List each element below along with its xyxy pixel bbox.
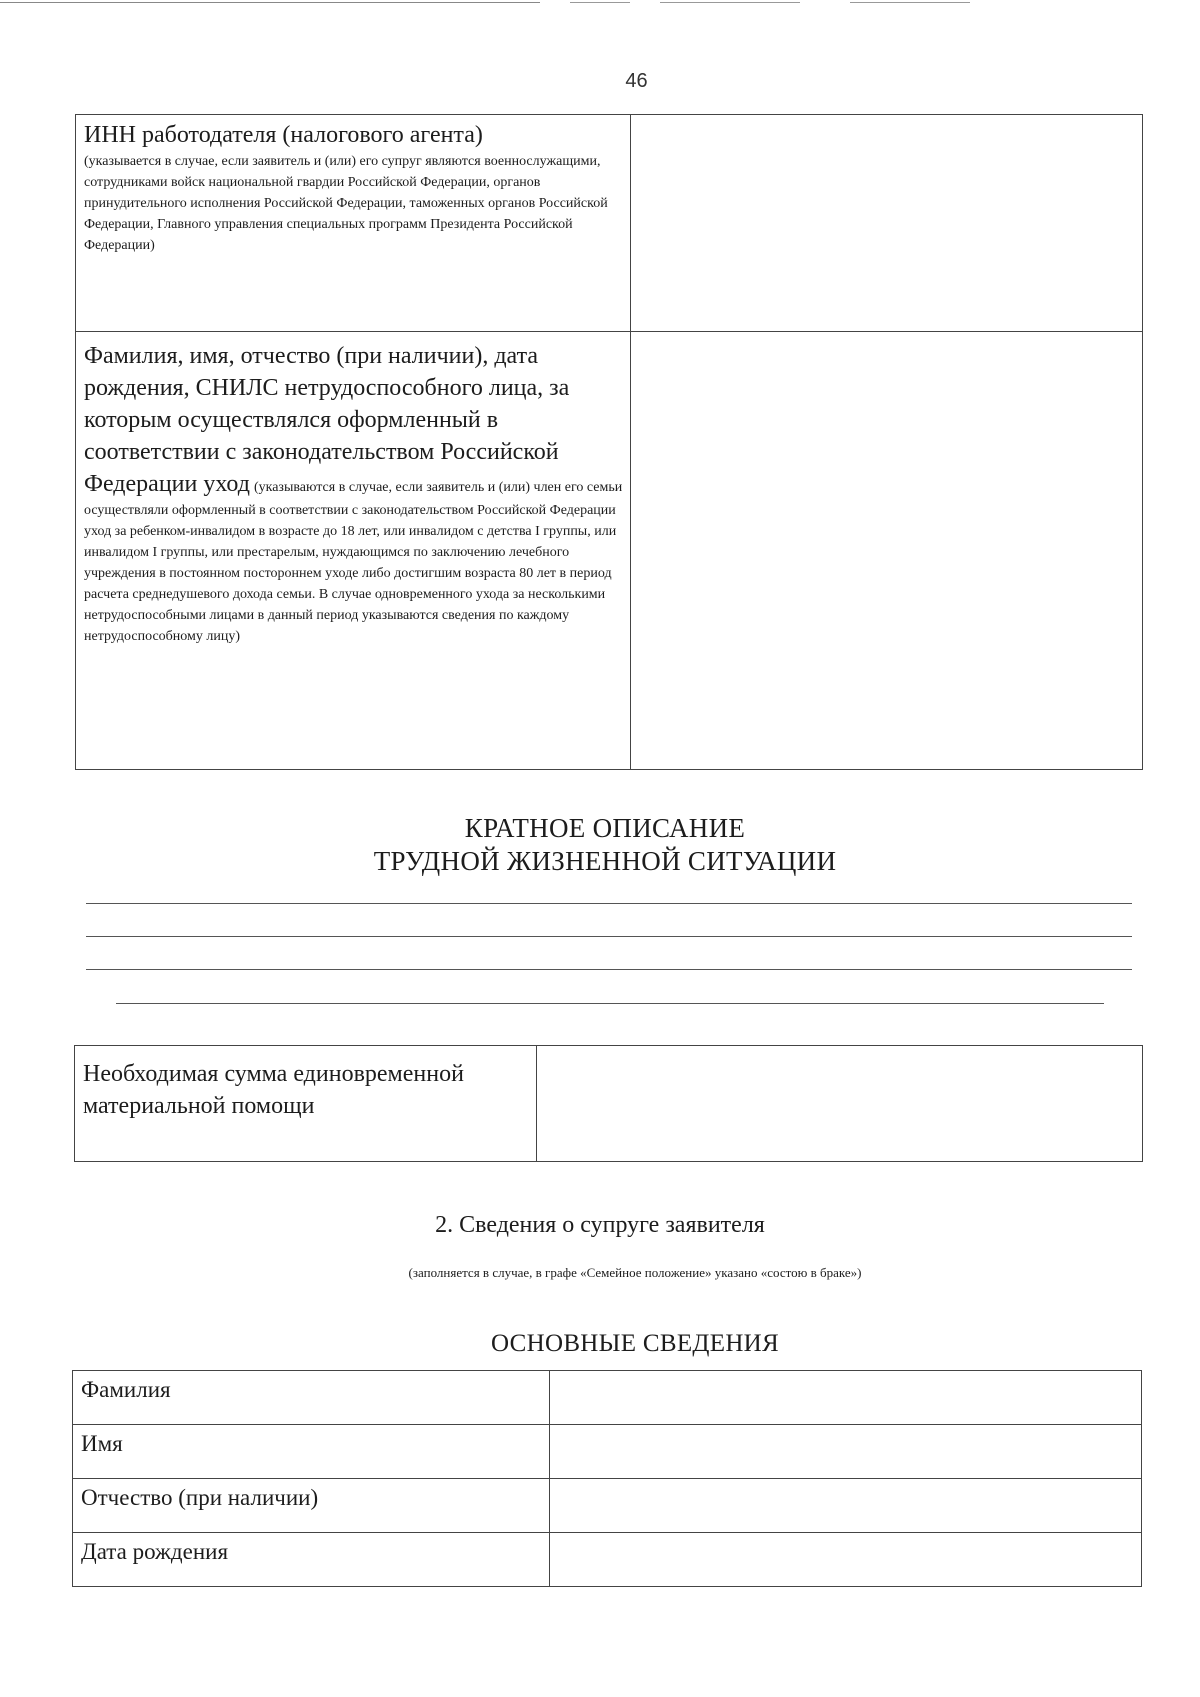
care-person-note: (указываются в случае, если заявитель и (или) член его семьи осуществляли оформленный в соответствии с законодательством Российской Федерации уход за ребенком-инвалидом в возрасте до 18 лет, или инвалидом с детства I группы, или инвалидом I группы, или престарелым, нуждающимся по заключению лечебного учреждения в постоянном постороннем уходе либо достигшим возраста 80 лет в период расчета среднедушевого дохода семьи. В случае одновременного ухода за несколькими нетрудоспособными лицами в данный период указываются сведения по каждому нетрудоспособному лицу) xyxy=(84,480,623,644)
scan-edge-line xyxy=(850,2,970,3)
required-amount-label-cell xyxy=(75,1046,537,1162)
employer-inn-value-field[interactable] xyxy=(631,115,1143,332)
spouse-field-row xyxy=(73,1533,1142,1587)
required-amount-row xyxy=(75,1046,1143,1162)
situation-line-2[interactable] xyxy=(86,936,1132,937)
employer-inn-row xyxy=(76,115,1143,332)
page-number: 46 xyxy=(625,70,648,92)
spouse-birthdate-field[interactable] xyxy=(550,1533,1142,1587)
required-amount-value-field[interactable] xyxy=(537,1046,1143,1162)
spouse-field-row xyxy=(73,1479,1142,1533)
situation-line-4[interactable] xyxy=(116,1003,1104,1004)
care-person-label: Фамилия, имя, отчество (при наличии), дата рождения, СНИЛС нетрудоспособного лица, за которым осуществлялся оформленный в соответствии с законодательством Российской Федерации уход xyxy=(84,343,570,497)
employer-inn-label: ИНН работодателя (налогового агента) xyxy=(84,122,483,148)
employer-inn-note: (указывается в случае, если заявитель и (или) его супруг являются военнослужащими, сотрудниками войск национальной гвардии Российской Федерации, органов принудительного исполнения Российской Федерации, таможенных органов Российской Федерации, Главного управления специальных программ Президента Российской Федерации) xyxy=(84,154,608,253)
spouse-name-label: Имя xyxy=(73,1425,550,1479)
employer-and-care-table xyxy=(75,114,1143,770)
spouse-name-field[interactable] xyxy=(550,1425,1142,1479)
care-person-row xyxy=(76,332,1143,770)
spouse-birthdate-label: Дата рождения xyxy=(73,1533,550,1587)
employer-inn-label-cell xyxy=(76,115,631,332)
spouse-section-note: (заполняется в случае, в графе «Семейное положение» указано «состою в браке») xyxy=(408,1265,862,1280)
spouse-patronymic-label: Отчество (при наличии) xyxy=(73,1479,550,1533)
scan-edge-line xyxy=(570,2,630,3)
required-amount-label: Необходимая сумма единовременной материальной помощи xyxy=(83,1061,464,1119)
situation-heading-line2: ТРУДНОЙ ЖИЗНЕННОЙ СИТУАЦИИ xyxy=(373,846,837,876)
care-person-label-cell xyxy=(76,332,631,770)
spouse-basic-table xyxy=(72,1370,1142,1587)
spouse-surname-label: Фамилия xyxy=(73,1371,550,1425)
situation-line-3[interactable] xyxy=(86,969,1132,970)
situation-line-1[interactable] xyxy=(86,903,1132,904)
spouse-surname-field[interactable] xyxy=(550,1371,1142,1425)
spouse-field-row xyxy=(73,1371,1142,1425)
care-person-value-field[interactable] xyxy=(631,332,1143,770)
situation-heading-line1: КРАТНОЕ ОПИСАНИЕ xyxy=(464,813,746,843)
required-amount-table xyxy=(74,1045,1143,1162)
scan-edge-line xyxy=(660,2,800,3)
spouse-field-row xyxy=(73,1425,1142,1479)
scan-edge-line xyxy=(0,2,540,3)
situation-heading xyxy=(0,812,1200,878)
spouse-section-title: 2. Сведения о супруге заявителя xyxy=(435,1212,765,1238)
basic-info-heading: ОСНОВНЫЕ СВЕДЕНИЯ xyxy=(490,1330,780,1357)
spouse-patronymic-field[interactable] xyxy=(550,1479,1142,1533)
